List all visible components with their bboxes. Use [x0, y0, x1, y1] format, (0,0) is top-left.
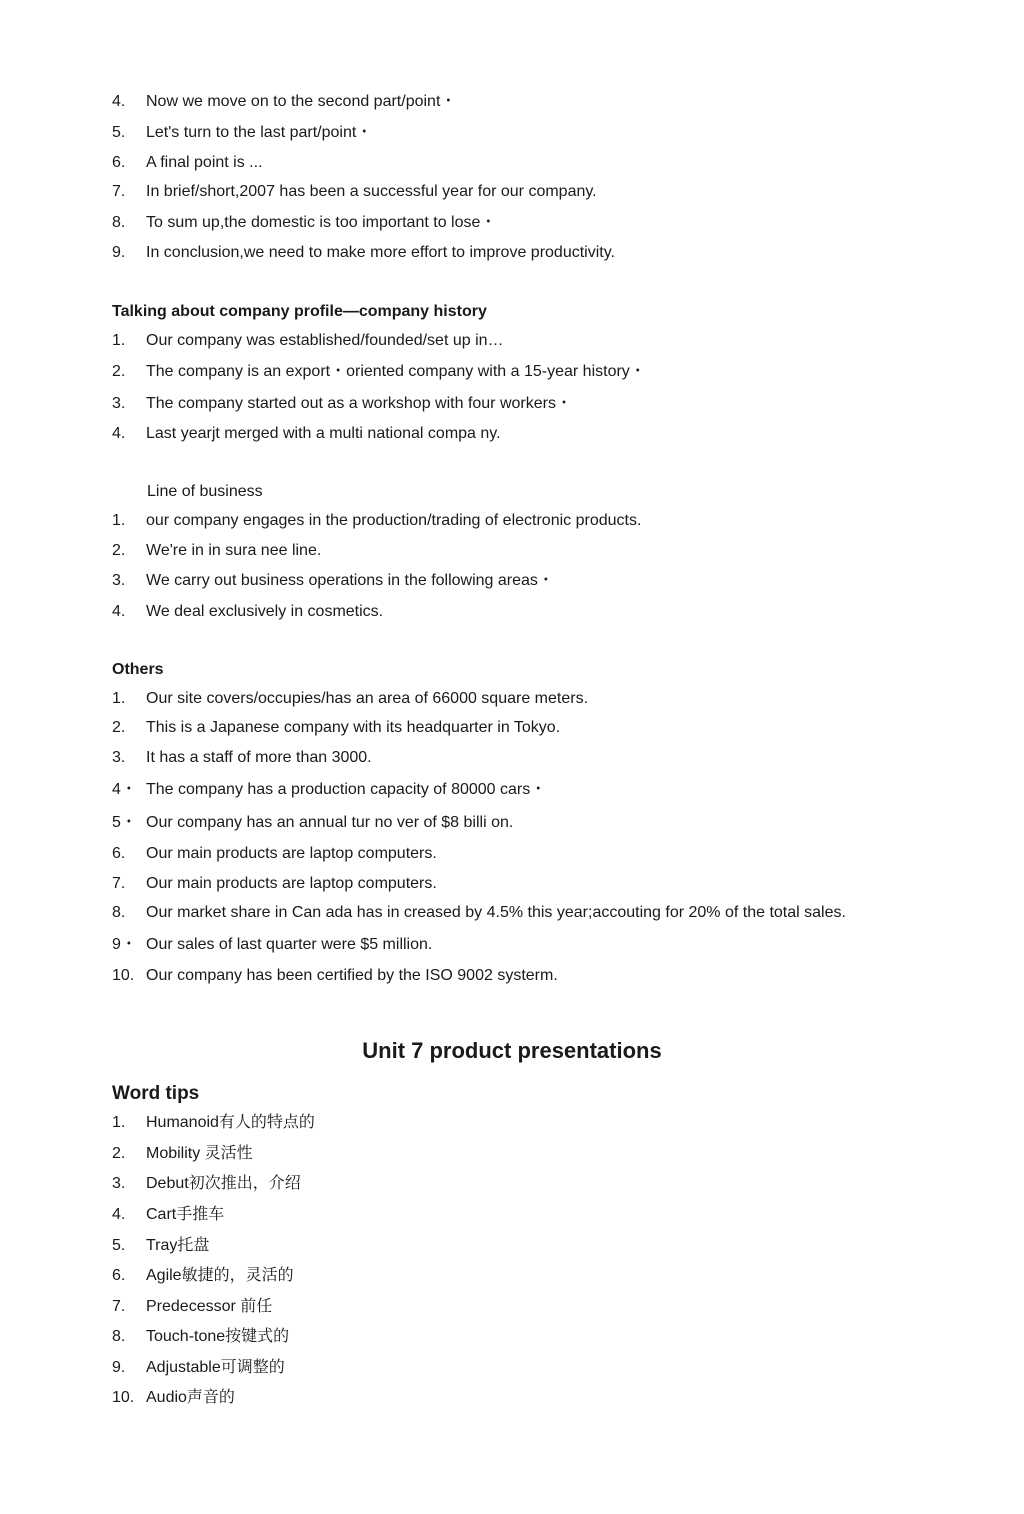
- item-number: 2.: [112, 1145, 126, 1162]
- item-text: Adjustable可调整的: [146, 1359, 285, 1376]
- item-number: 5.: [112, 124, 126, 141]
- item-number: 3.: [112, 749, 126, 766]
- item-number: 3.: [112, 572, 126, 589]
- section-heading-history: Talking about company profile—company history: [112, 303, 487, 320]
- item-text: our company engages in the production/trading of electronic products.: [146, 512, 642, 529]
- item-text: Our company has an annual tur no ver of $8 billi on.: [146, 814, 514, 831]
- item-number: 4.: [112, 603, 126, 620]
- item-text: We carry out business operations in the following areas・: [146, 572, 554, 589]
- item-number: 3.: [112, 1175, 126, 1192]
- item-text: The company started out as a workshop with four workers・: [146, 395, 572, 412]
- item-text: Predecessor 前任: [146, 1298, 273, 1315]
- section-heading-word-tips: Word tips: [112, 1083, 200, 1104]
- section-heading-business: Line of business: [147, 483, 263, 500]
- item-text: The company is an export・oriented company with a 15-year history・: [146, 363, 646, 380]
- item-number: 2.: [112, 542, 126, 559]
- item-text: Our market share in Can ada has in creased by 4.5% this year;accouting for 20% of the total sales.: [146, 904, 846, 921]
- item-text: Let's turn to the last part/point・: [146, 124, 373, 141]
- item-number: 7.: [112, 875, 126, 892]
- item-number: 3.: [112, 395, 126, 412]
- item-number: 6.: [112, 845, 126, 862]
- item-number: 9.: [112, 244, 126, 261]
- item-text: It has a staff of more than 3000.: [146, 749, 372, 766]
- item-text: Our main products are laptop computers.: [146, 875, 437, 892]
- item-number: 10.: [112, 1389, 135, 1406]
- item-number: 5・: [112, 814, 137, 831]
- item-number: 7.: [112, 1298, 126, 1315]
- item-text: A final point is ...: [146, 154, 263, 171]
- item-number: 9・: [112, 936, 137, 953]
- item-number: 8.: [112, 214, 126, 231]
- item-text: Our site covers/occupies/has an area of 66000 square meters.: [146, 690, 589, 707]
- item-text: The company has a production capacity of 80000 cars・: [146, 781, 547, 798]
- item-number: 1.: [112, 1114, 126, 1131]
- item-number: 4.: [112, 93, 126, 110]
- item-text: Our main products are laptop computers.: [146, 845, 437, 862]
- item-text: Our company has been certified by the ISO 9002 systerm.: [146, 967, 558, 984]
- item-text: To sum up,the domestic is too important to lose・: [146, 214, 497, 231]
- item-text: Our sales of last quarter were $5 million.: [146, 936, 433, 953]
- item-text: Tray托盘: [146, 1237, 210, 1254]
- item-text: This is a Japanese company with its headquarter in Tokyo.: [146, 719, 561, 736]
- item-number: 8.: [112, 1328, 126, 1345]
- item-text: Our company was established/founded/set up in…: [146, 332, 504, 349]
- item-text: Mobility 灵活性: [146, 1145, 253, 1162]
- item-number: 4・: [112, 781, 137, 798]
- item-text: Audio声音的: [146, 1389, 235, 1406]
- item-number: 6.: [112, 154, 126, 171]
- item-number: 10.: [112, 967, 135, 984]
- item-number: 5.: [112, 1237, 126, 1254]
- item-text: Debut初次推出，介绍: [146, 1175, 301, 1192]
- item-text: Agile敏捷的，灵活的: [146, 1267, 294, 1284]
- item-number: 1.: [112, 332, 126, 349]
- unit-title: Unit 7 product presentations: [362, 1038, 662, 1063]
- item-number: 7.: [112, 183, 126, 200]
- item-text: Humanoid有人的特点的: [146, 1114, 315, 1131]
- item-number: 9.: [112, 1359, 126, 1376]
- item-number: 1.: [112, 512, 126, 529]
- item-number: 6.: [112, 1267, 126, 1284]
- item-text: Last yearjt merged with a multi national compa ny.: [146, 425, 501, 442]
- section-heading-others: Others: [112, 661, 164, 678]
- item-number: 2.: [112, 719, 126, 736]
- item-text: In conclusion,we need to make more effort to improve productivity.: [146, 244, 615, 261]
- item-number: 2.: [112, 363, 126, 380]
- item-text: In brief/short,2007 has been a successful year for our company.: [146, 183, 597, 200]
- item-text: Cart手推车: [146, 1206, 225, 1223]
- item-text: Now we move on to the second part/point・: [146, 93, 457, 110]
- item-text: Touch-tone按键式的: [146, 1328, 290, 1345]
- item-number: 4.: [112, 425, 126, 442]
- item-number: 8.: [112, 904, 126, 921]
- item-text: We deal exclusively in cosmetics.: [146, 603, 384, 620]
- item-text: We're in in sura nee line.: [146, 542, 322, 559]
- item-number: 1.: [112, 690, 126, 707]
- item-number: 4.: [112, 1206, 126, 1223]
